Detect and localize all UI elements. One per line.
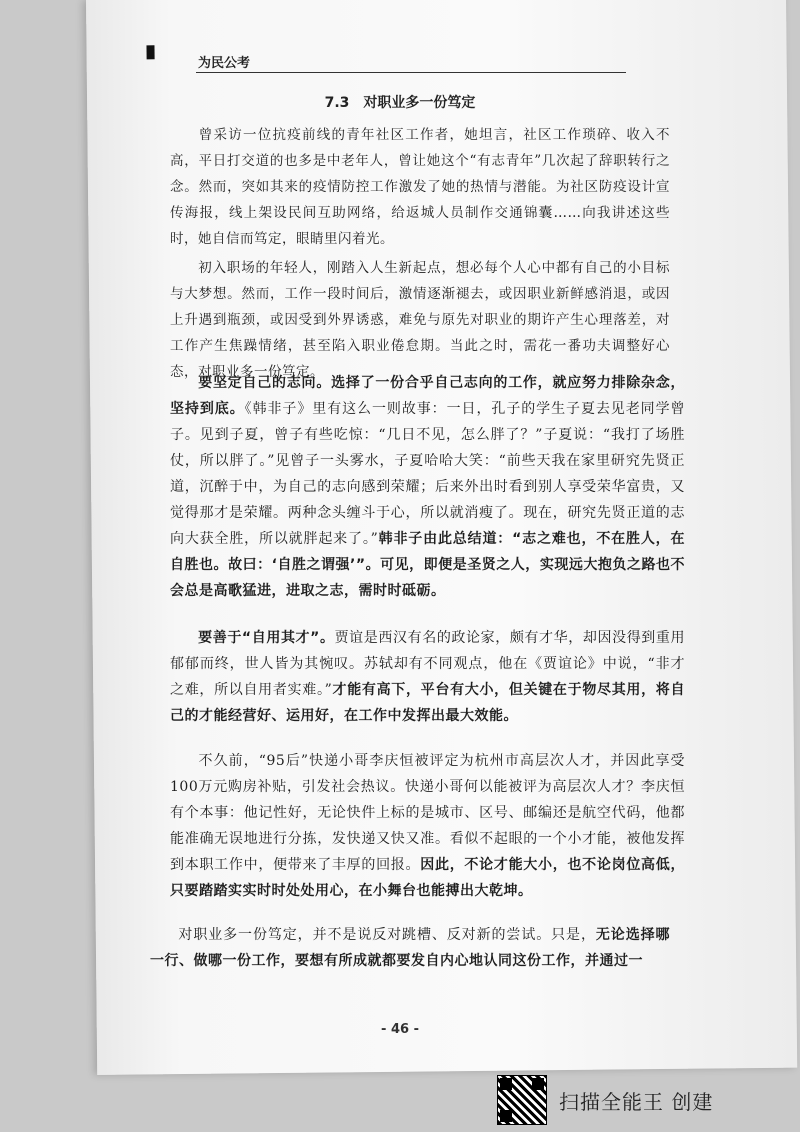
paragraph-4-bold-conclusion: 才能有高下，平台有大小，但关键在于物尽其用，将自己的才能经营好、运用好，在工作中发挥出最大效能。 bbox=[170, 682, 685, 724]
binding-mark bbox=[146, 45, 154, 59]
paragraph-4-bold-lead: 要善于“自用其才”。 bbox=[198, 630, 335, 646]
paragraph-5-bold-conclusion: 因此，不论才能大小，也不论岗位高低，只要踏踏实实时时处处用心，在小舞台也能搏出大乾坤。 bbox=[170, 857, 685, 899]
paragraph-2 bbox=[170, 255, 670, 385]
paragraph-2-text: 初入职场的年轻人，刚踏入人生新起点，想必每个人心中都有自己的小目标与大梦想。然而，工作一段时间后，激情逐渐褪去，或因职业新鲜感消退，或因上升遇到瓶颈，或因受到外界诱惑，难免与原先对职业的期许产生心理落差，对工作产生焦躁情绪，甚至陷入职业倦怠期。当此之时，需花一番功夫调整好心态，对职业多一份笃定。 bbox=[170, 260, 670, 380]
paragraph-6-text: 对职业多一份笃定，并不是说反对跳槽、反对新的尝试。只是， bbox=[178, 927, 596, 943]
paragraph-5-text: 不久前，“95后”快递小哥李庆恒被评定为杭州市高层次人才，并因此享受100万元购房补贴，引发社会热议。快递小哥何以能被评为高层次人才？李庆恒有个本事：他记性好，无论快件上标的是城市、区号、邮编还是航空代码，他都能准确无误地进行分拣，发快递又快又准。看似不起眼的一个小才能，被他发挥到本职工作中，便带来了丰厚的回报。 bbox=[170, 753, 685, 873]
scanner-watermark bbox=[497, 1076, 713, 1124]
paragraph-1-text: 曾采访一位抗疫前线的青年社区工作者，她坦言，社区工作琐碎、收入不高，平日打交道的也多是中老年人，曾让她这个“有志青年”几次起了辞职转行之念。然而，突如其来的疫情防控工作激发了她的热情与潜能。为社区防疫设计宣传海报，线上架设民间互助网络，给返城人员制作交通锦囊……向我讲述这些时，她自信而笃定，眼睛里闪着光。 bbox=[170, 127, 670, 247]
paragraph-4 bbox=[170, 625, 685, 729]
paragraph-3-bold-conclusion: 韩非子由此总结道：“志之难也，不在胜人，在自胜也。故曰：‘自胜之谓强’”。可见，即便是圣贤之人，实现远大抱负之路也不会总是高歌猛进，进取之志，需时时砥砺。 bbox=[170, 531, 685, 599]
paragraph-1 bbox=[170, 122, 670, 252]
page-number: - 46 - bbox=[381, 1022, 419, 1037]
section-title: 7.3 对职业多一份笃定 bbox=[324, 95, 476, 111]
paragraph-5 bbox=[170, 748, 685, 904]
paragraph-6 bbox=[150, 922, 670, 974]
qr-code-icon bbox=[497, 1075, 547, 1125]
header-rule bbox=[196, 72, 626, 73]
paragraph-4-text: 贾谊是西汉有名的政论家，颇有才华，却因没得到重用郁郁而终，世人皆为其惋叹。苏轼却有不同观点，他在《贾谊论》中说，“非才之难，所以自用者实难。” bbox=[170, 630, 686, 698]
paragraph-3-bold-lead: 要坚定自己的志向。选择了一份合乎自己志向的工作，就应努力排除杂念，坚持到底。 bbox=[170, 375, 685, 417]
running-head: 为民公考 bbox=[198, 56, 251, 71]
paragraph-3 bbox=[170, 370, 685, 604]
paragraph-3-text: 《韩非子》里有这么一则故事：一日，孔子的学生子夏去见老同学曾子。见到子夏，曾子有些吃惊：“几日不见，怎么胖了？”子夏说：“我打了场胜仗，所以胖了。”见曾子一头雾水，子夏哈哈大笑：“前些天我在家里研究先贤正道，沉醉于中，为自己的志向感到荣耀；后来外出时看到别人享受荣华富贵，又觉得那才是荣耀。两种念头缠斗于心，所以就消瘦了。现在，研究先贤正道的志向大获全胜，所以就胖起来了。” bbox=[170, 401, 686, 547]
watermark-text: 扫描全能王 创建 bbox=[559, 1089, 714, 1114]
paragraph-6-bold: 无论选择哪一行、做哪一份工作，要想有所成就都要发自内心地认同这份工作，并通过一 bbox=[150, 927, 671, 969]
